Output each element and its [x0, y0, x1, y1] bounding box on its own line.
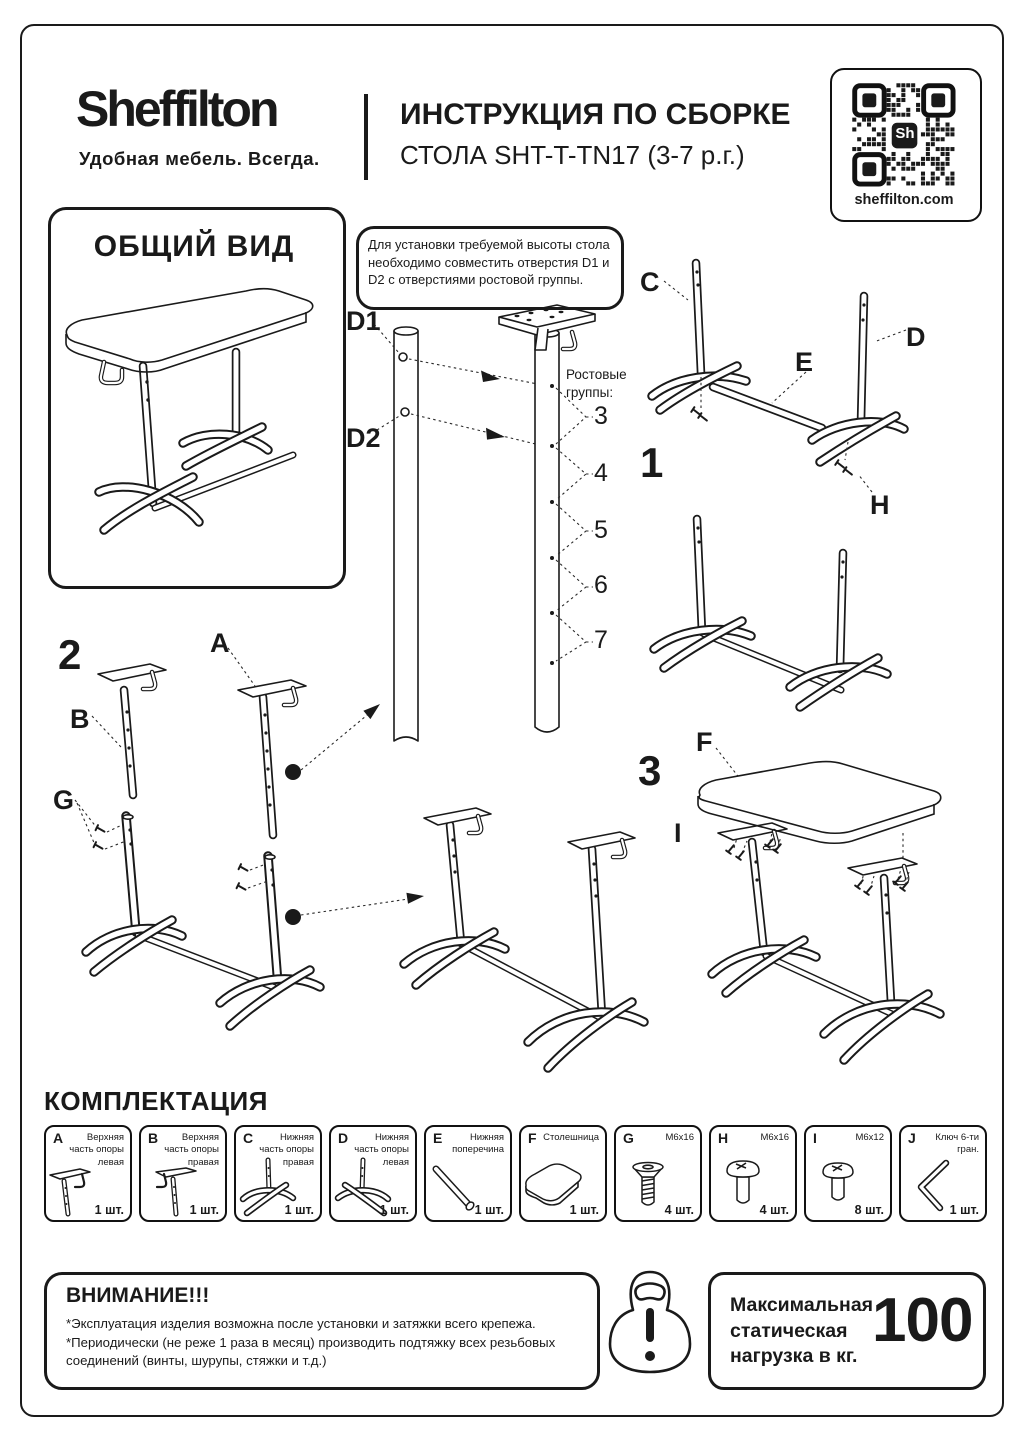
part-name: М6х12 — [855, 1132, 884, 1143]
growth-group-6: 6 — [594, 571, 608, 599]
part-name: Нижняя поперечина — [452, 1132, 504, 1156]
height-adjust-drawing — [374, 305, 595, 741]
growth-group-5: 5 — [594, 516, 608, 544]
part-qty: 1 шт. — [94, 1203, 124, 1217]
growth-group-3: 3 — [594, 402, 608, 430]
part-qty: 1 шт. — [569, 1203, 599, 1217]
general-view-box — [48, 207, 346, 589]
page-title: ИНСТРУКЦИЯ ПО СБОРКЕ — [400, 98, 791, 131]
part-qty: 1 шт. — [474, 1203, 504, 1217]
step2-drawing — [75, 648, 424, 1026]
part-name: Верхняя часть опоры левая — [69, 1132, 124, 1168]
label-a: A — [210, 628, 230, 658]
step-3-number: 3 — [638, 747, 662, 794]
max-load-label: Максимальная статическая нагрузка в кг. — [730, 1294, 874, 1368]
label-d: D — [906, 322, 926, 352]
warning-line: *Периодически (не реже 1 раза в месяц) производить подтяжку всех резьбовых соединений (винты, шурупы, стяжки и т.д.) — [66, 1334, 556, 1369]
step-2-number: 2 — [58, 631, 82, 678]
step3-drawing — [698, 748, 941, 1060]
label-b: B — [70, 704, 90, 734]
part-name: Ключ 6-ти гран. — [935, 1132, 979, 1156]
page-subtitle: СТОЛА SHT-T-TN17 (3-7 р.г.) — [400, 140, 745, 170]
label-c: C — [640, 267, 660, 297]
part-code: G — [623, 1130, 634, 1146]
part-qty: 1 шт. — [949, 1203, 979, 1217]
growth-group-4: 4 — [594, 459, 608, 487]
part-cell-g — [614, 1125, 702, 1222]
part-cell-h — [709, 1125, 797, 1222]
part-qty: 4 шт. — [664, 1203, 694, 1217]
part-name: Столешница — [543, 1132, 599, 1143]
part-code: J — [908, 1130, 916, 1146]
max-load-icon — [610, 1272, 690, 1372]
step2-result-drawing — [404, 808, 644, 1068]
part-name: М6х16 — [665, 1132, 694, 1143]
label-f: F — [696, 727, 713, 757]
part-qty: 1 шт. — [189, 1203, 219, 1217]
header-divider — [364, 94, 368, 180]
part-code: F — [528, 1130, 537, 1146]
part-name: Верхняя часть опоры правая — [164, 1132, 219, 1168]
label-d2: D2 — [346, 423, 381, 453]
part-code: I — [813, 1130, 817, 1146]
part-cell-c — [234, 1125, 322, 1222]
part-code: B — [148, 1130, 159, 1146]
growth-group-7: 7 — [594, 626, 608, 654]
part-code: D — [338, 1130, 349, 1146]
general-view-title: ОБЩИЙ ВИД — [93, 230, 295, 263]
part-name: Нижняя часть опоры левая — [354, 1132, 409, 1168]
label-h: H — [870, 490, 890, 520]
part-cell-f — [519, 1125, 607, 1222]
label-g: G — [53, 785, 75, 815]
part-qty: 1 шт. — [379, 1203, 409, 1217]
part-cell-j — [899, 1125, 987, 1222]
qr-center-logo: Sh — [895, 125, 915, 142]
part-code: A — [53, 1130, 64, 1146]
part-name: М6х16 — [760, 1132, 789, 1143]
part-cell-a — [44, 1125, 132, 1222]
brand-logo: Sheffilton — [76, 81, 277, 137]
note-text: Для установки требуемой высоты стола необходимо совместить отверстия D1 и D2 с отверстиями ростовой группы. — [368, 237, 610, 288]
part-code: E — [433, 1130, 443, 1146]
part-name: Нижняя часть опоры правая — [259, 1132, 314, 1168]
part-cell-e — [424, 1125, 512, 1222]
part-cell-d — [329, 1125, 417, 1222]
parts-list-title: КОМПЛЕКТАЦИЯ — [44, 1086, 268, 1116]
part-code: H — [718, 1130, 729, 1146]
max-load-value: 100 — [872, 1286, 973, 1355]
part-cell-b — [139, 1125, 227, 1222]
qr-caption: sheffilton.com — [854, 192, 954, 208]
part-qty: 8 шт. — [854, 1203, 884, 1217]
part-qty: 4 шт. — [759, 1203, 789, 1217]
growth-groups-title: Ростовые группы: — [566, 367, 627, 400]
step1-result-drawing — [654, 519, 887, 707]
part-qty: 1 шт. — [284, 1203, 314, 1217]
warning-line: *Эксплуатация изделия возможна после установки и затяжки всего крепежа. — [66, 1316, 536, 1331]
brand-tagline: Удобная мебель. Всегда. — [79, 148, 320, 169]
part-cell-i — [804, 1125, 892, 1222]
step-1-number: 1 — [640, 439, 664, 486]
label-e: E — [795, 347, 814, 377]
label-i: I — [674, 818, 682, 848]
label-d1: D1 — [346, 306, 381, 336]
part-code: C — [243, 1130, 254, 1146]
warning-text — [66, 1315, 578, 1371]
step1-drawing — [652, 263, 906, 492]
warning-title: ВНИМАНИЕ!!! — [66, 1284, 210, 1307]
